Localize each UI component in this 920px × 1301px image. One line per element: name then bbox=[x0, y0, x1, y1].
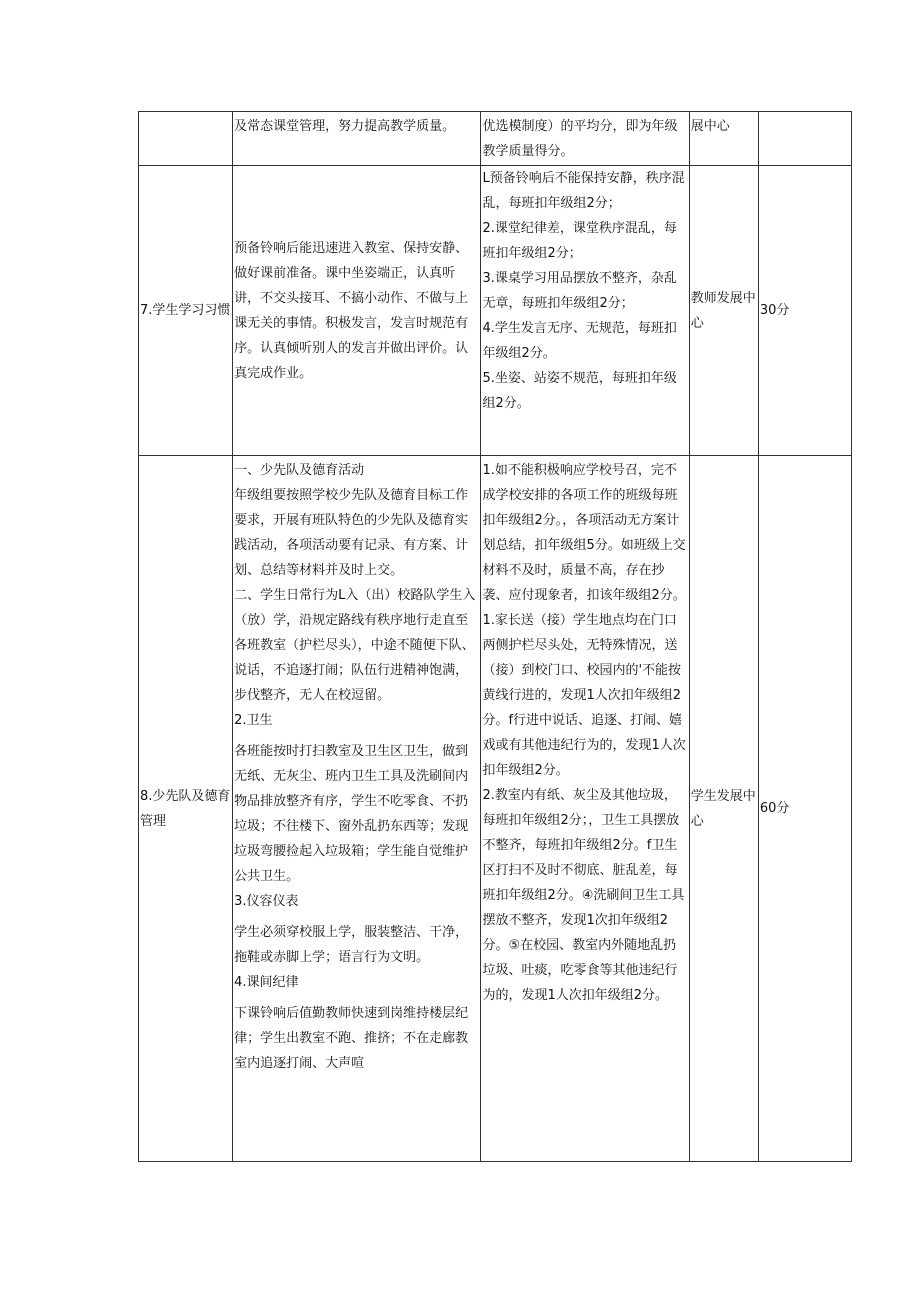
dept-cell: 展中心 bbox=[689, 112, 758, 166]
requirement-cell: 及常态课堂管理，努力提高教学质量。 bbox=[233, 112, 481, 166]
item-cell bbox=[139, 112, 233, 166]
evaluation-table bbox=[138, 111, 852, 1162]
points-cell: 60分 bbox=[758, 456, 851, 1162]
requirement-section: 学生必须穿校服上学，服装整洁、干净，拖鞋或赤脚上学；语言行为文明。 4.课间纪律 bbox=[234, 925, 469, 990]
table-row bbox=[139, 456, 852, 1162]
requirement-section: 一、少先队及德育活动 年级组要按照学校少先队及德育目标工作要求，开展有班队特色的少先队及德育实践活动，各项活动要有记录、有方案、计划、总结等材料并及时上交。 二、学生日常行为L入（出）校路队学生入（放）学，沿规定路线有秩序地行走直至各班教室（护栏尽头），中途不随便下队、说话，不追逐打闹；队伍行进精神饱满，步伐整齐，无人在校逗留。 2.卫生 bbox=[234, 463, 476, 728]
requirement-cell bbox=[233, 456, 481, 1162]
scoring-cell: L预备铃响后不能保持安静，秩序混乱，每班扣年级组2分； 2.课堂纪律差，课堂秩序混乱，每班扣年级组2分； 3.课桌学习用品摆放不整齐，杂乱无章，每班扣年级组2分； 4.学生发言无序、无规范，每班扣年级组2分。 5.坐姿、站姿不规范，每班扣年级组2分。 bbox=[481, 166, 689, 456]
dept-cell: 学生发展中心 bbox=[689, 456, 758, 1162]
points-cell bbox=[758, 112, 851, 166]
item-cell: 7.学生学习习惯 bbox=[139, 166, 233, 456]
requirement-section: 各班能按时打扫教室及卫生区卫生，做到无纸、无灰尘、班内卫生工具及洗刷间内物品排放整齐有序，学生不吃零食、不扔垃圾；不往楼下、窗外乱扔东西等；发现垃圾弯腰捡起入垃圾箱；学生能自觉维护公共卫生。 3.仪容仪表 bbox=[234, 744, 469, 909]
requirement-cell: 预备铃响后能迅速进入教室、保持安静、做好课前准备。课中坐姿端正，认真听讲，不交头接耳、不搞小动作、不做与上课无关的事情。积极发言，发言时规范有序。认真倾听别人的发言并做出评价。认真完成作业。 bbox=[233, 166, 481, 456]
table-row bbox=[139, 166, 852, 456]
table-row bbox=[139, 112, 852, 166]
dept-cell: 教师发展中心 bbox=[689, 166, 758, 456]
scoring-cell: 1.如不能积极响应学校号召，完不成学校安排的各项工作的班级每班扣年级组2分。，各项活动无方案计划总结，扣年级组5分。如班级上交材料不及时，质量不高，存在抄袭、应付现象者，扣该年级组2分。 1.家长送（接）学生地点均在门口两侧护栏尽头处，无特殊情况，送（接）到校门口、校园内的'不能按黄线行进的，发现1人次扣年级组2分。f行进中说话、追逐、打闹、嬉戏或有其他违纪行为的，发现1人次扣年级组2分。 2.教室内有纸、灰尘及其他垃圾，每班扣年级组2分；，卫生工具摆放不整齐，每班扣年级组2分。f卫生区打扫不及时不彻底、脏乱差，每班扣年级组2分。④洗刷间卫生工具摆放不整齐，发现1次扣年级组2分。⑤在校园、教室内外随地乱扔垃圾、吐痰，吃零食等其他违纪行为的，发现1人次扣年级组2分。 bbox=[481, 456, 689, 1162]
points-cell: 30分 bbox=[758, 166, 851, 456]
requirement-section: 下课铃响后值勤教师快速到岗维持楼层纪律；学生出教室不跑、推挤；不在走廊教室内追逐打闹、大声喧 bbox=[234, 1006, 469, 1071]
scoring-cell: 优选模制度）的平均分，即为年级教学质量得分。 bbox=[481, 112, 689, 166]
item-cell: 8.少先队及德育管理 bbox=[139, 456, 233, 1162]
